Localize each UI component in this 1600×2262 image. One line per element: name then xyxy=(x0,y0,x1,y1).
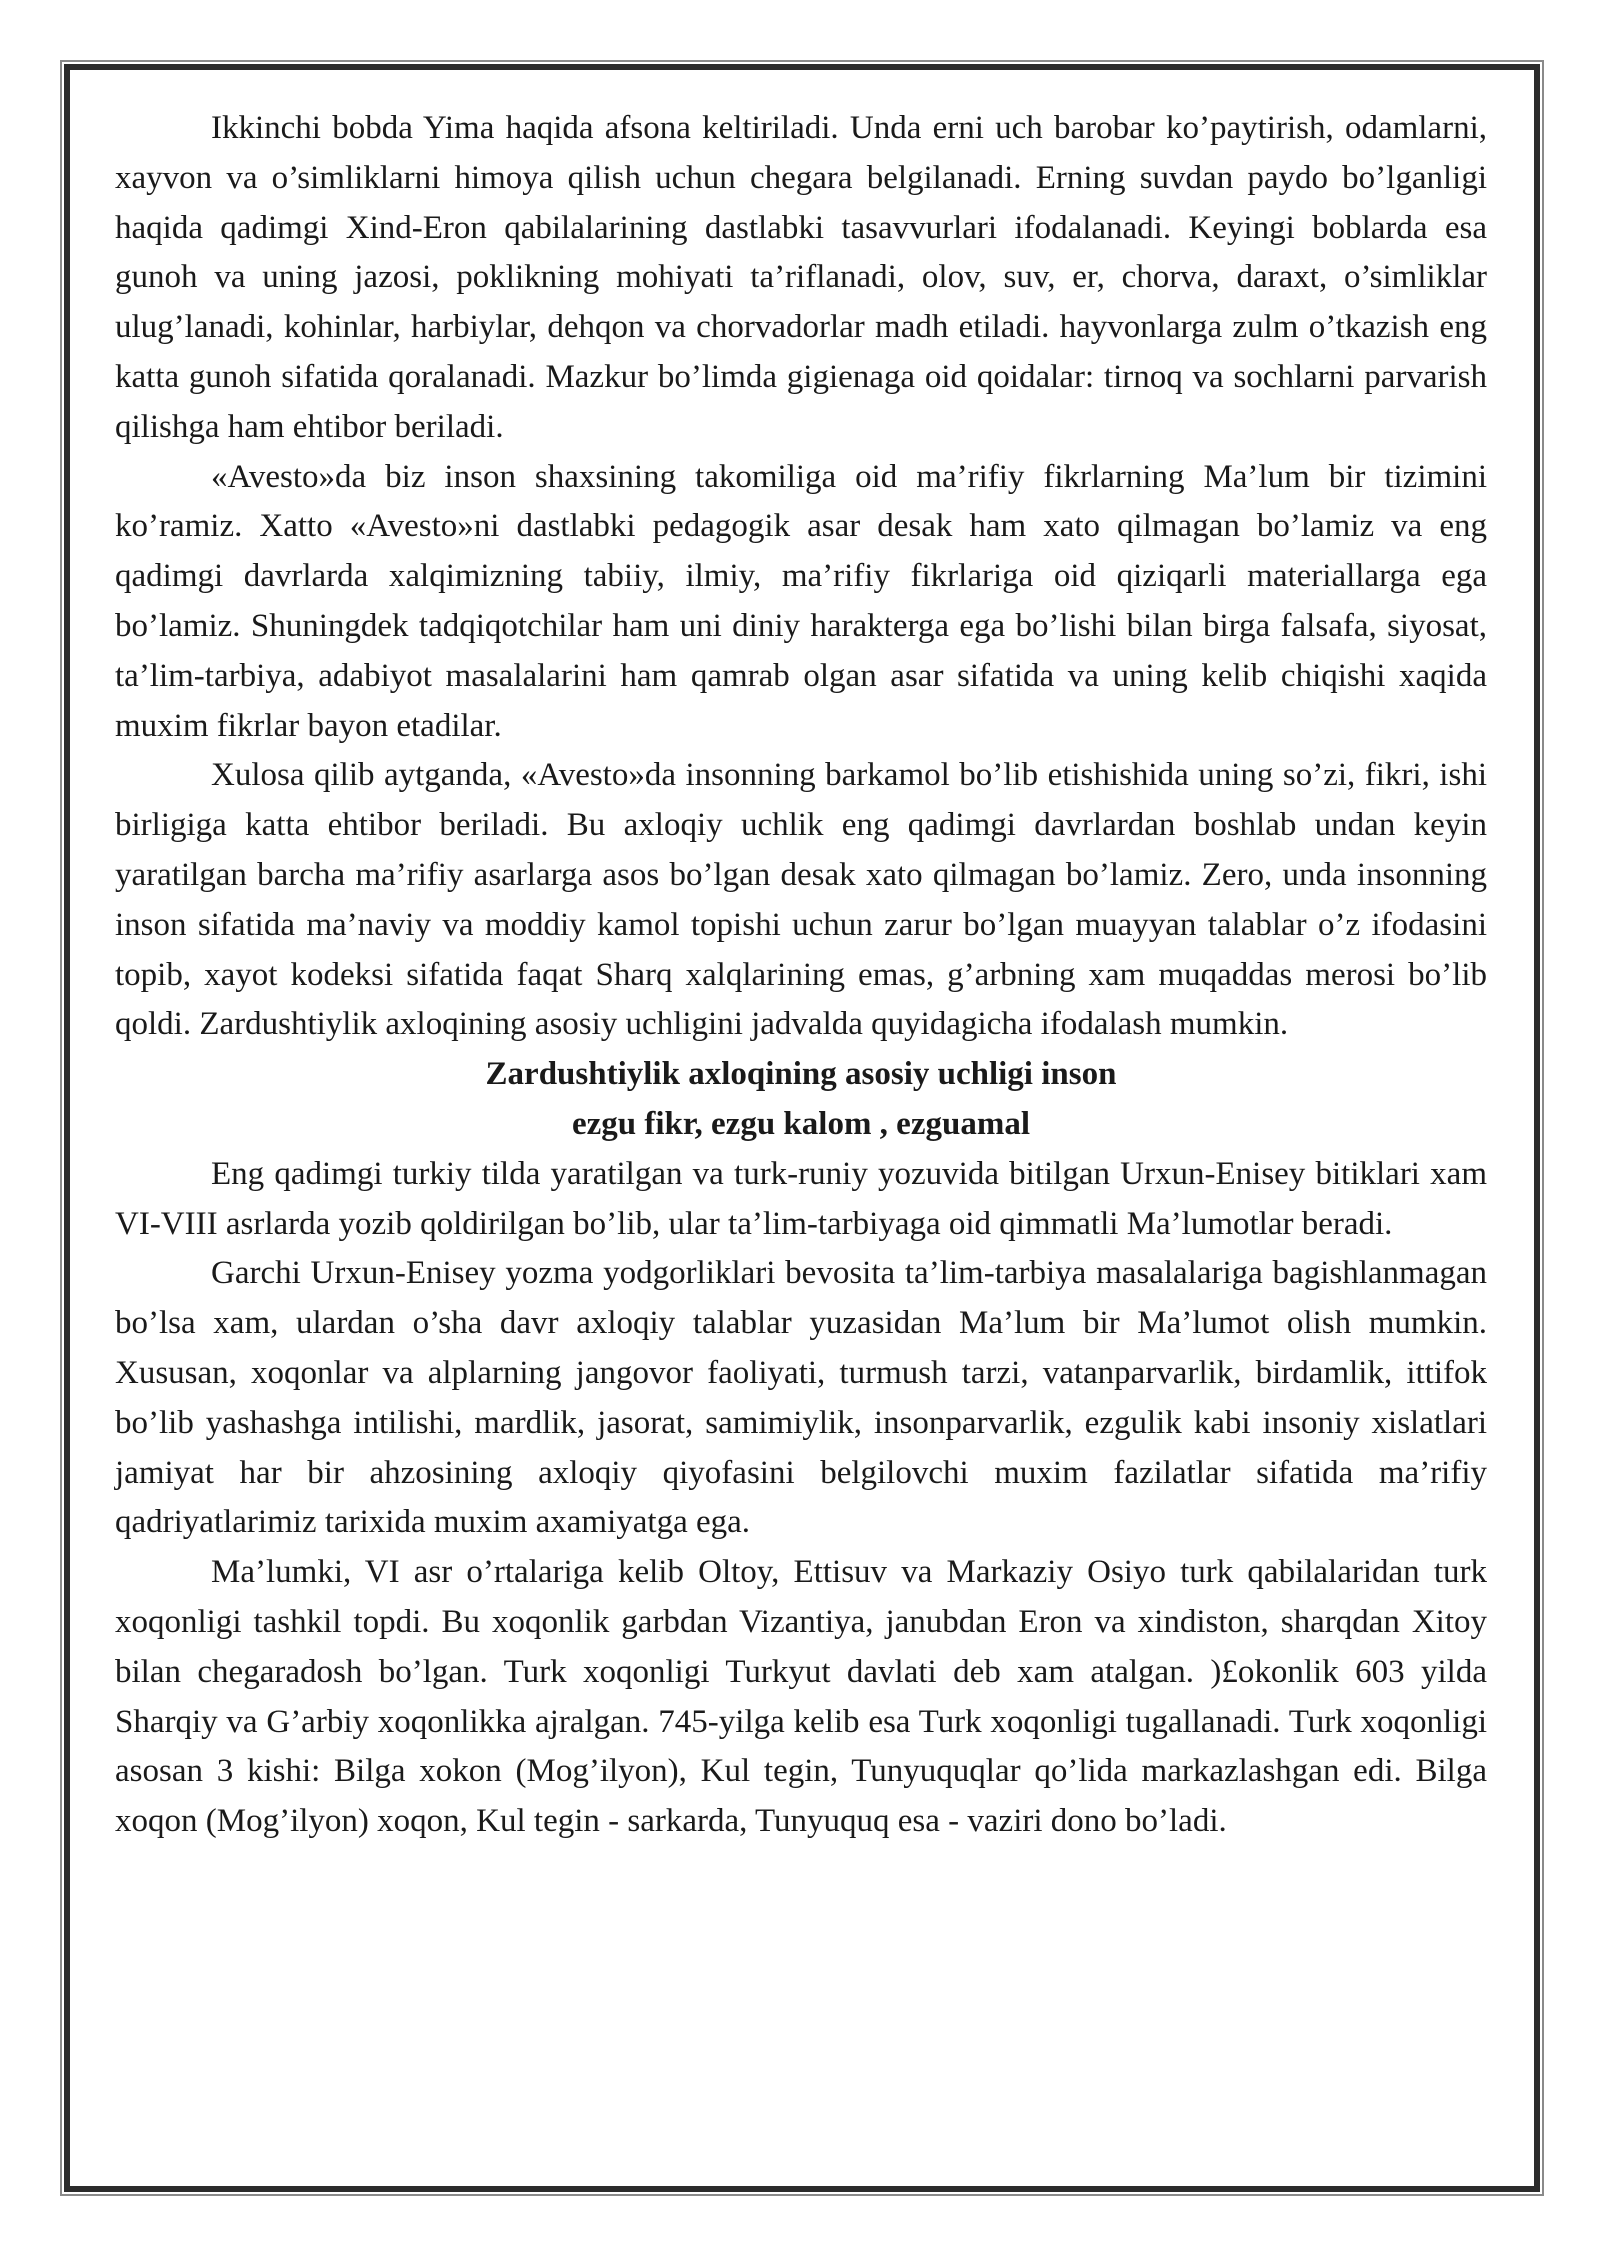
paragraph-avesto-conclusion: Xulosa qilib aytganda, «Avesto»da insonning barkamol bo’lib etishishida uning so’zi, fikri, ishi birligiga katta ehtibor beriladi. Bu axloqiy uchlik eng qadimgi davrlardan boshlab undan keyin yaratilgan barcha ma’rifiy asarlarga asos bo’lgan desak xato qilmagan bo’lamiz. Zero, unda insonning inson sifatida ma’naviy va moddiy kamol topishi uchun zarur bo’lgan muayyan talablar o’z ifodasini topib, xayot kodeksi sifatida faqat Sharq xalqlarining emas, g’arbning xam muqaddas merosi bo’lib qoldi. Zardushtiylik axloqining asosiy uchligini jadvalda quyidagicha ifodalash mumkin. xyxy=(115,757,1487,1043)
heading-line-1: Zardushtiylik axloqining asosiy uchligi inson xyxy=(485,1056,1117,1093)
document-body xyxy=(115,104,1487,1847)
paragraph-turk-khaganate: Ma’lumki, VI asr o’rtalariga kelib Oltoy, Ettisuv va Markaziy Osiyo turk qabilalaridan turk xoqonligi tashkil topdi. Bu xoqonlik garbdan Vizantiya, janubdan Eron va xindiston, sharqdan Xitoy bilan chegaradosh bo’lgan. Turk xoqonligi Turkyut davlati deb xam atalgan. )£okonlik 603 yilda Sharqiy va G’arbiy xoqonlikka ajralgan. 745-yilga kelib esa Turk xoqonligi tugallanadi. Turk xoqonligi asosan 3 kishi: Bilga xokon (Mog’ilyon), Kul tegin, Tunyuquqlar qo’lida markazlashgan edi. Bilga xoqon (Mog’ilyon) xoqon, Kul tegin - sarkarda, Tunyuquq esa - vaziri dono bo’ladi. xyxy=(115,1554,1487,1840)
heading-line-2: ezgu fikr, ezgu kalom , ezguamal xyxy=(572,1105,1030,1142)
paragraph-orkhon-yenisei: Eng qadimgi turkiy tilda yaratilgan va turk-runiy yozuvida bitilgan Urxun-Enisey bitiklari xam VI-VIII asrlarda yozib qoldirilgan bo’lib, ular ta’lim-tarbiyaga oid qimmatli Ma’lumotlar beradi. xyxy=(115,1155,1487,1242)
paragraph-yima: Ikkinchi bobda Yima haqida afsona keltiriladi. Unda erni uch barobar ko’paytirish, odamlarni, xayvon va o’simliklarni himoya qilish uchun chegara belgilanadi. Erning suvdan paydo bo’lganligi haqida qadimgi Xind-Eron qabilalarining dastlabki tasavvurlari ifodalanadi. Keyingi boblarda esa gunoh va uning jazosi, poklikning mohiyati ta’riflanadi, olov, suv, er, chorva, daraxt, o’simliklar ulug’lanadi, kohinlar, harbiylar, dehqon va chorvadorlar madh etiladi. hayvonlarga zulm o’tkazish eng katta gunoh sifatida qoralanadi. Mazkur bo’limda gigienaga oid qoidalar: tirnoq va sochlarni parvarish qilishga ham ehtibor beriladi. xyxy=(115,110,1487,445)
paragraph-avesto-pedagogy: «Avesto»da biz inson shaxsining takomiliga oid ma’rifiy fikrlarning Ma’lum bir tizimini ko’ramiz. Xatto «Avesto»ni dastlabki pedagogik asar desak ham xato qilmagan bo’lamiz va eng qadimgi davrlarda xalqimizning tabiiy, ilmiy, ma’rifiy fikrlariga oid qiziqarli materiallarga ega bo’lamiz. Shuningdek tadqiqotchilar ham uni diniy harakterga ega bo’lishi bilan birga falsafa, siyosat, ta’lim-tarbiya, adabiyot masalalarini ham qamrab olgan asar sifatida va uning kelib chiqishi xaqida muxim fikrlar bayon etadilar. xyxy=(115,458,1487,744)
paragraph-orkhon-ethics: Garchi Urxun-Enisey yozma yodgorliklari bevosita ta’lim-tarbiya masalalariga bagishlanmagan bo’lsa xam, ulardan o’sha davr axloqiy talablar yuzasidan Ma’lum bir Ma’lumot olish mumkin. Xususan, xoqonlar va alplarning jangovor faoliyati, turmush tarzi, vatanparvarlik, birdamlik, ittifok bo’lib yashashga intilishi, mardlik, jasorat, samimiylik, insonparvarlik, ezgulik kabi insoniy xislatlari jamiyat har bir ahzosining axloqiy qiyofasini belgilovchi muxim fazilatlar sifatida ma’rifiy qadriyatlarimiz tarixida muxim axamiyatga ega. xyxy=(115,1255,1487,1541)
